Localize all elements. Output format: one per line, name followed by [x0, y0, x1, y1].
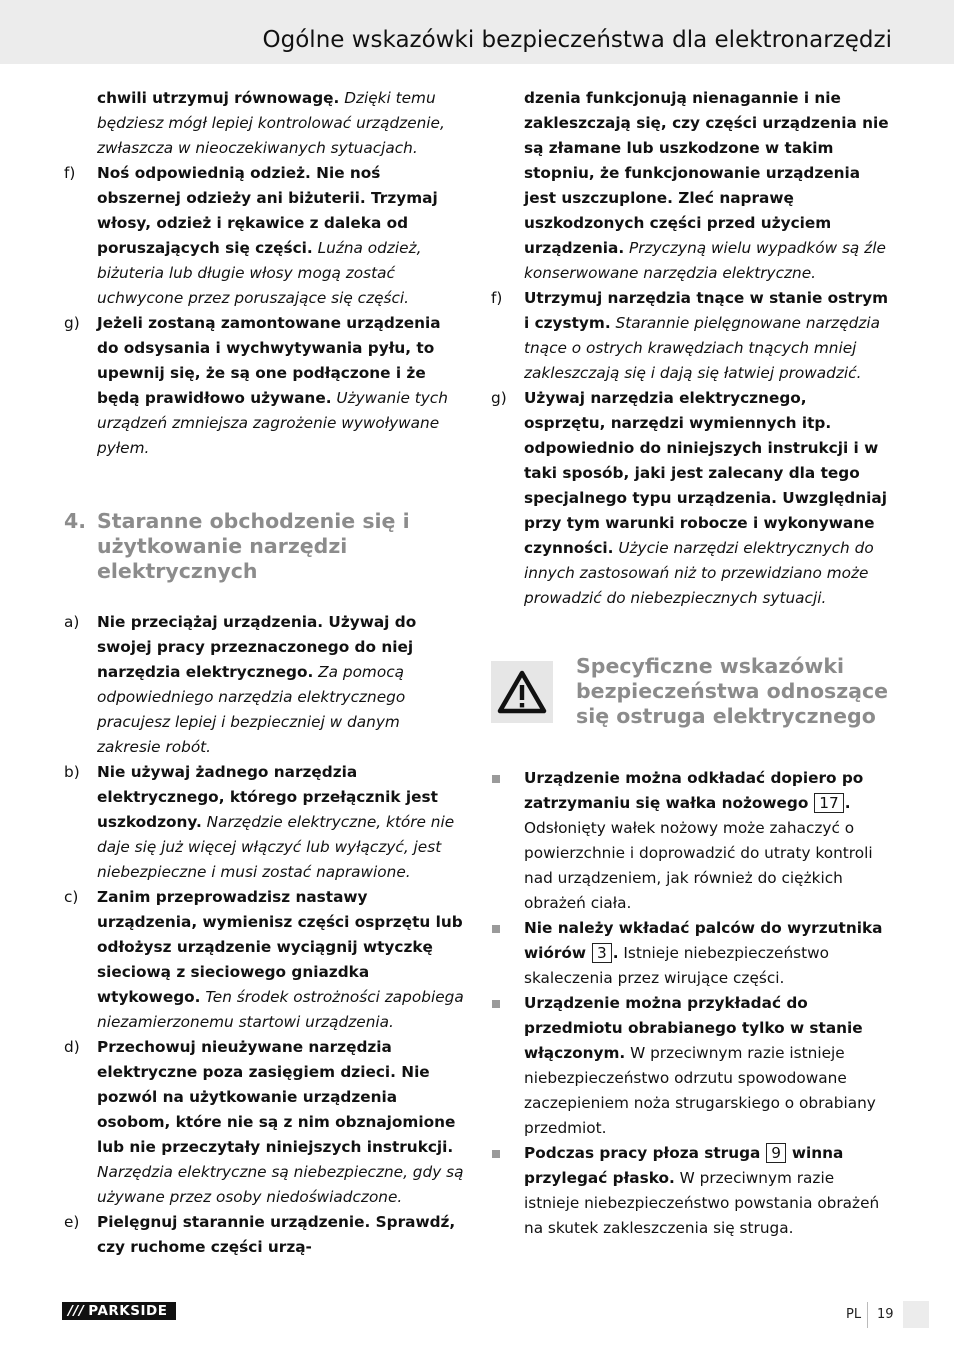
item-marker: f) — [491, 289, 503, 307]
item-bold-text: Pielęgnuj starannie urządzenie. Sprawdź, czy ruchome części urzą- — [97, 1213, 456, 1256]
list-item-c — [62, 885, 465, 1035]
bullet-bold-text: Urządzenie można przykładać do przedmiotu obrabianego tylko w stanie włączonym. — [524, 994, 863, 1062]
item-bold-text: Nie używaj żadnego narzędzia elektrycznego, którego przełącznik jest uszkodzony. — [97, 763, 438, 831]
bullet-bold-after: . — [844, 794, 851, 812]
section-number: 4. — [64, 509, 87, 533]
list-item-g — [489, 386, 891, 611]
list-item-b — [62, 760, 465, 885]
warning-triangle-icon-svg — [491, 661, 553, 723]
bullet-bold-after: winna przylegać płasko. — [524, 1144, 844, 1187]
bullet-square-icon — [492, 1000, 500, 1008]
item-bold-text: Używaj narzędzia elektrycznego, osprzętu, narzędzi wymiennych itp. odpowiednio do niniejszych instrukcji i w taki sposób, jaki jest zalecany dla tego specjalnego typu urządzenia. Uwzględniaj przy tym warunki robocze i wykonywane czynności. — [524, 389, 887, 557]
reference-number-box: 17 — [814, 793, 843, 813]
bullet-bold-text: Nie należy wkładać palców do wyrzutnika wiórów — [524, 919, 883, 962]
list-item-f — [62, 161, 465, 311]
warning-heading: Specyficzne wskazówki bezpieczeństwa odnoszące się ostruga elektrycznego — [576, 654, 889, 728]
header-bar — [0, 0, 954, 64]
item-bold-text: Nie przeciążaj urządzenia. Używaj do swojej pracy przeznaczonego do niej narzędzia elektrycznego. — [97, 613, 417, 681]
brand-slashes: /// — [68, 1303, 85, 1319]
bullet-text: Istnieje niebezpieczeństwo skaleczenia przez wirujące części. — [524, 944, 829, 987]
item-bold-text: chwili utrzymuj równowagę. — [97, 89, 340, 107]
item-marker: d) — [64, 1038, 80, 1056]
item-italic-text: Przyczyną wielu wypadków są źle konserwowane narzędzia elektryczne. — [524, 239, 886, 282]
brand-name: PARKSIDE — [88, 1303, 168, 1319]
list-item-continued — [489, 86, 891, 286]
list-item-d — [62, 1035, 465, 1210]
reference-number-box: 3 — [592, 943, 612, 963]
item-italic-text: Dzięki temu będziesz mógł lepiej kontrolować urządzenie, zwłaszcza w nieoczekiwanych sytuacjach. — [97, 89, 445, 157]
item-italic-text: Ten środek ostrożności zapobiega niezamierzonemu startowi urządzenia. — [97, 988, 464, 1031]
bullet-square-icon — [492, 925, 500, 933]
item-bold-text: Jeżeli zostaną zamontowane urządzenia do odsysania i wychwytywania pyłu, to upewnij się, że są one podłączone i że będą prawidłowo używane. — [97, 314, 441, 407]
item-italic-text: Luźna odzież, biżuteria lub długie włosy mogą zostać uchwycone przez poruszające się części. — [97, 239, 422, 307]
bullet-bold-after: . — [612, 944, 619, 962]
page-title: Ogólne wskazówki bezpieczeństwa dla elektronarzędzi — [262, 27, 892, 53]
list-item-f — [489, 286, 891, 386]
bullet-square-icon — [492, 775, 500, 783]
item-italic-text: Narzędzia elektryczne są niebezpieczne, gdy są używane przez osoby niedoświadczone. — [97, 1163, 464, 1206]
bullet-item — [489, 766, 891, 916]
warning-triangle-icon — [491, 661, 553, 723]
bullet-bold-text: Podczas pracy płoza struga — [524, 1144, 761, 1162]
bullet-item — [489, 916, 891, 991]
item-marker: c) — [64, 888, 79, 906]
bullet-square-icon — [492, 1150, 500, 1158]
item-marker: b) — [64, 763, 80, 781]
item-bold-text: dzenia funkcjonują nienagannie i nie zakleszczają się, czy części urządzenia nie są złamane lub uszkodzone w takim stopniu, że funkcjonowanie urządzenia jest uszczuplone. Zleć naprawę uszkodzonych części przed użyciem urządzenia. — [524, 89, 889, 257]
footer-tab — [903, 1301, 929, 1328]
page-number: 19 — [877, 1307, 894, 1322]
bullet-text: Odsłonięty wałek nożowy może zahaczyć o powierzchnie i doprowadzić do utraty kontroli nad urządzeniem, jak również do ciężkich obrażeń ciała. — [524, 819, 873, 912]
section-heading — [62, 509, 465, 584]
list-item-g — [62, 311, 465, 461]
footer-divider — [867, 1302, 868, 1328]
bullet-item — [489, 1141, 891, 1241]
left-column — [62, 86, 465, 1260]
reference-number-box: 9 — [766, 1143, 786, 1163]
item-bold-text: Przechowuj nieużywane narzędzia elektryczne poza zasięgiem dzieci. Nie pozwól na użytkowanie urządzenia osobom, które nie są z nim obznajomione lub nie przeczytały niniejszych instrukcji. — [97, 1038, 456, 1156]
item-marker: a) — [64, 613, 80, 631]
item-bold-text: Utrzymuj narzędzia tnące w stanie ostrym i czystym. — [524, 289, 889, 332]
item-italic-text: Używanie tych urządzeń zmniejsza zagrożenie wywoływane pyłem. — [97, 389, 448, 457]
bullet-text: W przeciwnym razie istnieje niebezpieczeństwo powstania obrażeń na skutek zakleszczenia się struga. — [524, 1169, 880, 1237]
list-item-continued — [62, 86, 465, 161]
bullet-bold-text: Urządzenie można odkładać dopiero po zatrzymaniu się wałka nożowego — [524, 769, 864, 812]
bullet-text: W przeciwnym razie istnieje niebezpieczeństwo odrzutu spowodowane zaczepieniem noża strugarskiego o obrabiany przedmiot. — [524, 1044, 876, 1137]
list-item-e — [62, 1210, 465, 1260]
item-italic-text: Narzędzie elektryczne, które nie daje się już więcej włączyć lub wyłączyć, jest niebezpieczne i musi zostać naprawione. — [97, 813, 455, 881]
item-bold-text: Zanim przeprowadzisz nastawy urządzenia, wymienisz części osprzętu lub odłożysz urządzenie wyciągnij wtyczkę sieciową z sieciowego gniazdka wtykowego. — [97, 888, 463, 1006]
item-bold-text: Noś odpowiednią odzież. Nie noś obszernej odzieży ani biżuterii. Trzymaj włosy, odzież i rękawice z daleka od poruszających się części. — [97, 164, 438, 257]
item-marker: g) — [491, 389, 507, 407]
bullet-item — [489, 991, 891, 1141]
item-italic-text: Użycie narzędzi elektrycznych do innych zastosowań niż to przewidziano może prowadzić do niebezpiecznych sytuacji. — [524, 539, 874, 607]
list-item-a — [62, 610, 465, 760]
item-marker: f) — [64, 164, 76, 182]
item-marker: e) — [64, 1213, 80, 1231]
item-italic-text: Za pomocą odpowiedniego narzędzia elektrycznego pracujesz lepiej i bezpieczniej w danym zakresie robót. — [97, 663, 406, 756]
language-code: PL — [846, 1307, 862, 1322]
item-marker: g) — [64, 314, 80, 332]
right-column — [489, 86, 891, 1241]
warning-section — [489, 654, 891, 736]
section-title: Staranne obchodzenie się i użytkowanie narzędzi elektrycznych — [97, 509, 410, 583]
brand-logo — [62, 1302, 176, 1320]
item-italic-text: Starannie pielęgnowane narzędzia tnące o ostrych krawędziach tnących mniej zakleszczają się i dają się łatwiej prowadzić. — [524, 314, 880, 382]
